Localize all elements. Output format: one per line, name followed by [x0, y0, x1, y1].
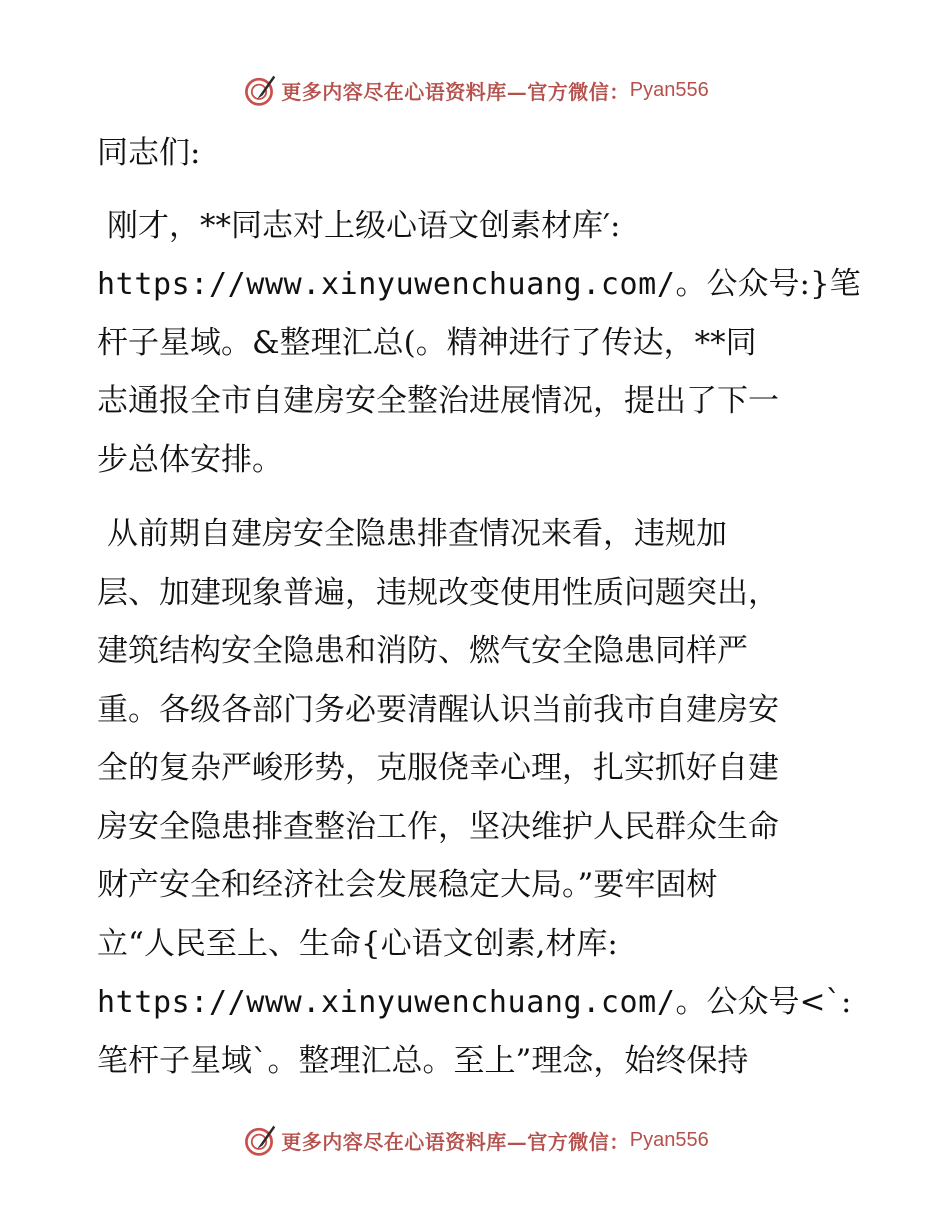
paragraph-2-line-6: 房安全隐患排查整治工作，坚决维护人民群众生命 [97, 808, 779, 845]
wechat-id: Pyan556 [629, 78, 709, 101]
paragraph-2-line-1: 从前期自建房安全隐患排查情况来看，违规加 [107, 516, 727, 552]
paragraph-2-line-2: 层、加建现象普遍，违规改变使用性质问题突出， [97, 574, 779, 611]
paragraph-2-line-3: 建筑结构安全隐患和消防、燃气安全隐患同样严 [97, 633, 748, 669]
paragraph-2 [97, 505, 857, 1090]
salutation: 同志们: [97, 135, 201, 171]
footer-watermark-banner [0, 1122, 950, 1158]
paragraph-2-line-5: 全的复杂严峻形势，克服侥幸心理，扎实抓好自建 [97, 750, 779, 786]
quill-logo-icon [241, 72, 277, 108]
paragraph-2-line-7: 财产安全和经济社会发展稳定大局。”要牢固树 [97, 867, 718, 903]
paragraph-1-line-5: 步总体安排。 [97, 441, 283, 478]
paragraph-1-line-2-rest: 。公众号:}笔 [675, 266, 861, 302]
banner-text: 更多内容尽在心语资料库—官方微信： [281, 1129, 630, 1154]
paragraph-2-line-4: 重。各级各部门务必要清醒认识当前我市自建房安 [97, 691, 779, 728]
paragraph-2-line-10: 笔杆子星域`。整理汇总。至上”理念，始终保持 [97, 1042, 749, 1079]
url-link-text: https://www.xinyuwenchuang.com/ [97, 267, 676, 302]
paragraph-2-line-9-rest: 。公众号<`: [675, 984, 852, 1020]
paragraph-1-line-4: 志通报全市自建房安全整治进展情况，提出了下一 [97, 383, 779, 419]
document-body [97, 124, 861, 1090]
paragraph-2-line-8: 立“人民至上、生命{心语文创素,材库: [97, 925, 618, 962]
paragraph-1-line-2 [97, 255, 861, 314]
wechat-id: Pyan556 [629, 1128, 709, 1151]
paragraph-2-line-9 [97, 973, 857, 1032]
paragraph-1-line-1: 刚才，**同志对上级心语文创素材库′: [107, 207, 621, 244]
quill-logo-icon [241, 1122, 277, 1158]
header-watermark-banner [0, 72, 950, 108]
paragraph-1-line-3: 杆子星域。&整理汇总(。精神进行了传达，**同 [97, 324, 757, 361]
banner-text: 更多内容尽在心语资料库—官方微信： [281, 79, 630, 104]
paragraph-1 [97, 197, 861, 490]
url-link-text: https://www.xinyuwenchuang.com/ [97, 985, 676, 1020]
